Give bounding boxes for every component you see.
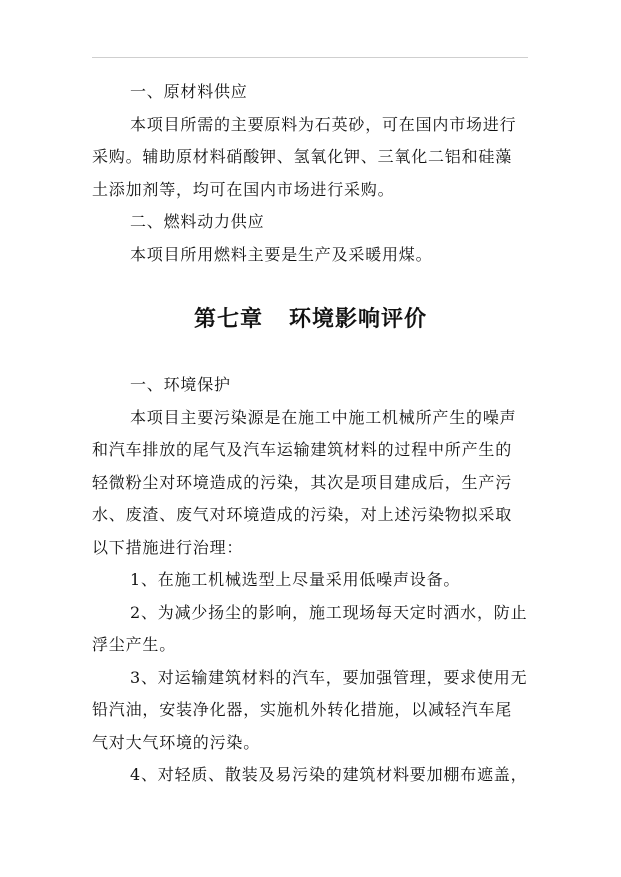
paragraph-line: 轻微粉尘对环境造成的污染，其次是项目建成后，生产污 bbox=[92, 472, 513, 492]
measure-item-1: 1、在施工机械选型上尽量采用低噪声设备。 bbox=[130, 570, 461, 589]
chapter-heading bbox=[0, 303, 621, 337]
paragraph-line: 本项目所需的主要原料为石英砂，可在国内市场进行 bbox=[130, 114, 517, 134]
supply-section bbox=[92, 76, 528, 271]
section-heading-fuel: 二、燃料动力供应 bbox=[130, 212, 265, 231]
measure-item-4: 4、对轻质、散装及易污染的建筑材料要加棚布遮盖， bbox=[130, 765, 528, 784]
measure-item-3: 3、对运输建筑材料的汽车，要加强管理，要求使用无 bbox=[130, 667, 528, 687]
paragraph-line: 土添加剂等，均可在国内市场进行采购。 bbox=[92, 179, 395, 199]
paragraph-line: 本项目所用燃料主要是生产及采暖用煤。 bbox=[130, 244, 433, 264]
measure-item-2-continued: 浮尘产生。 bbox=[92, 635, 177, 654]
chapter-title: 环境影响评价 bbox=[289, 307, 428, 332]
measure-item-3-continued: 气对大气环境的污染。 bbox=[92, 732, 261, 752]
paragraph-line: 以下措施进行治理： bbox=[92, 537, 244, 557]
paragraph-line: 和汽车排放的尾气及汽车运输建筑材料的过程中所产生的 bbox=[92, 440, 513, 459]
section-heading-raw-material: 一、原材料供应 bbox=[130, 82, 248, 101]
environment-section bbox=[92, 369, 528, 792]
paragraph-line: 采购。辅助原材料硝酸钾、氢氧化钾、三氧化二铝和硅藻 bbox=[92, 147, 513, 166]
paragraph-line: 本项目主要污染源是在施工中施工机械所产生的噪声 bbox=[130, 407, 517, 427]
chapter-number: 第七章 bbox=[193, 307, 263, 332]
section-heading-environment: 一、环境保护 bbox=[130, 375, 231, 394]
measure-item-2: 2、为减少扬尘的影响，施工现场每天定时洒水，防止 bbox=[130, 602, 528, 622]
paragraph-line: 水、废渣、废气对环境造成的污染，对上述污染物拟采取 bbox=[92, 505, 513, 524]
header-rule bbox=[92, 57, 528, 58]
measure-item-3-continued: 铅汽油，安装净化器，实施机外转化措施，以减轻汽车尾 bbox=[92, 700, 513, 719]
